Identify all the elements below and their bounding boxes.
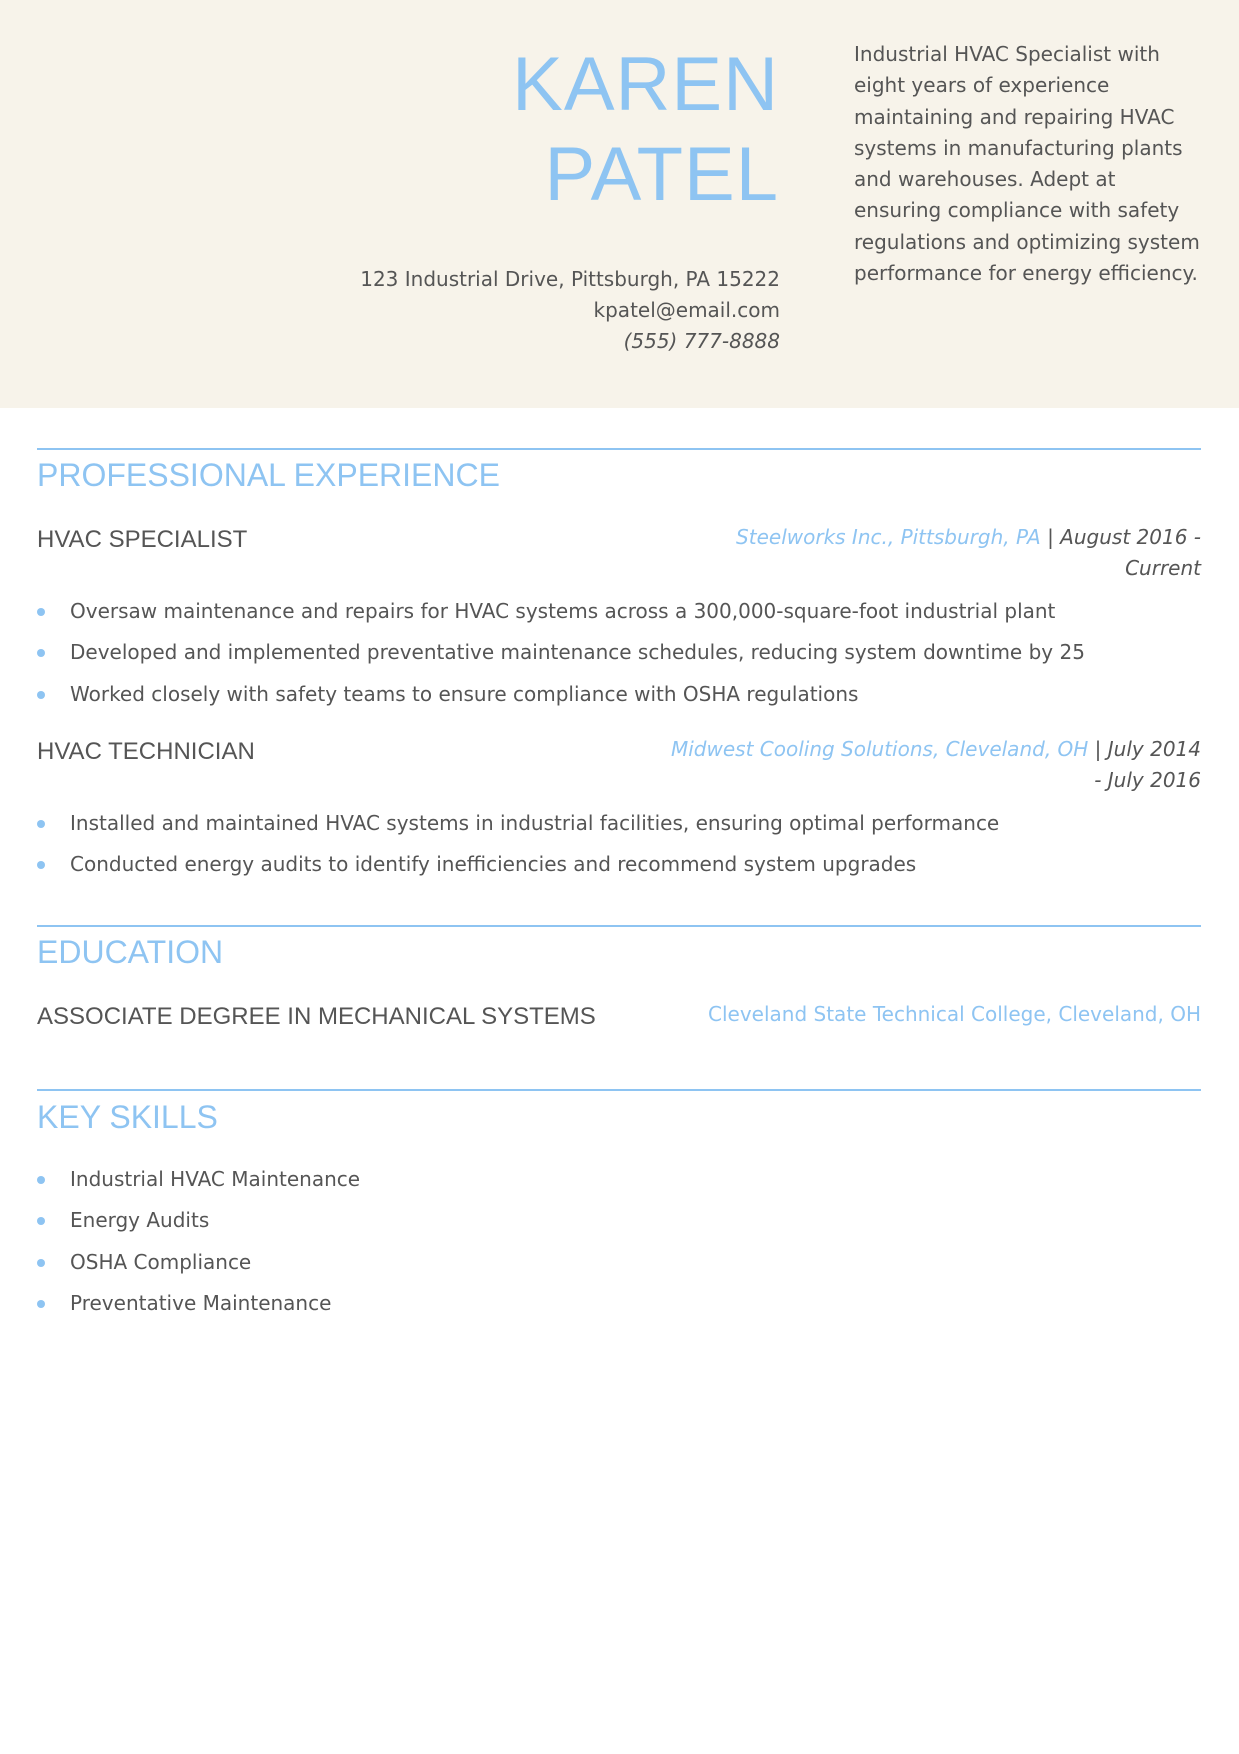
school-name: Cleveland State Technical College, Cleveland, OH (708, 1002, 1201, 1026)
job-dates-end: - July 2016 (1094, 768, 1201, 792)
job-meta: Midwest Cooling Solutions, Cleveland, OH | July 2014 - July 2016 (671, 734, 1201, 796)
degree-title: ASSOCIATE DEGREE IN MECHANICAL SYSTEMS (37, 1003, 596, 1030)
bullet-dot-icon (37, 608, 45, 616)
job-dates-start: July 2014 (1107, 737, 1201, 761)
bullet-dot-icon (37, 649, 45, 657)
bullet-dot-icon (37, 861, 45, 869)
name-first: KAREN (512, 42, 779, 127)
bullet-dot-icon (37, 820, 45, 828)
bullet-dot-icon (37, 1217, 45, 1225)
job-dates-start: August 2016 - (1060, 525, 1201, 549)
contact-phone: (555) 777-8888 (623, 329, 780, 353)
contact-address: 123 Industrial Drive, Pittsburgh, PA 15222 (360, 267, 780, 291)
bullet-dot-icon (37, 1176, 45, 1184)
section-divider (37, 448, 1201, 450)
job-dates-end: Current (1125, 556, 1201, 580)
contact-email: kpatel@email.com (593, 298, 780, 322)
section-divider (37, 925, 1201, 927)
bullet-dot-icon (37, 1300, 45, 1308)
job-title: HVAC TECHNICIAN (37, 738, 255, 765)
experience-title: PROFESSIONAL EXPERIENCE (37, 457, 500, 493)
header-band (0, 0, 1239, 408)
job-meta: Steelworks Inc., Pittsburgh, PA | August 2016 - Current (736, 522, 1201, 584)
name-last: PATEL (544, 132, 779, 217)
job-company: Midwest Cooling Solutions, Cleveland, OH (670, 737, 1089, 761)
summary: Industrial HVAC Specialist with eight years of experience maintaining and repairing HVAC systems in manufacturing plants and warehouses. Adept at ensuring compliance with safety regulations and optimizing system performance for energy efficiency. (854, 42, 1200, 286)
job-title: HVAC SPECIALIST (37, 526, 248, 553)
section-divider (37, 1089, 1201, 1091)
education-title: EDUCATION (37, 934, 224, 970)
bullet-dot-icon (37, 1259, 45, 1267)
bullet-dot-icon (37, 691, 45, 699)
job-company: Steelworks Inc., Pittsburgh, PA (736, 525, 1041, 549)
skills-title: KEY SKILLS (37, 1099, 218, 1135)
